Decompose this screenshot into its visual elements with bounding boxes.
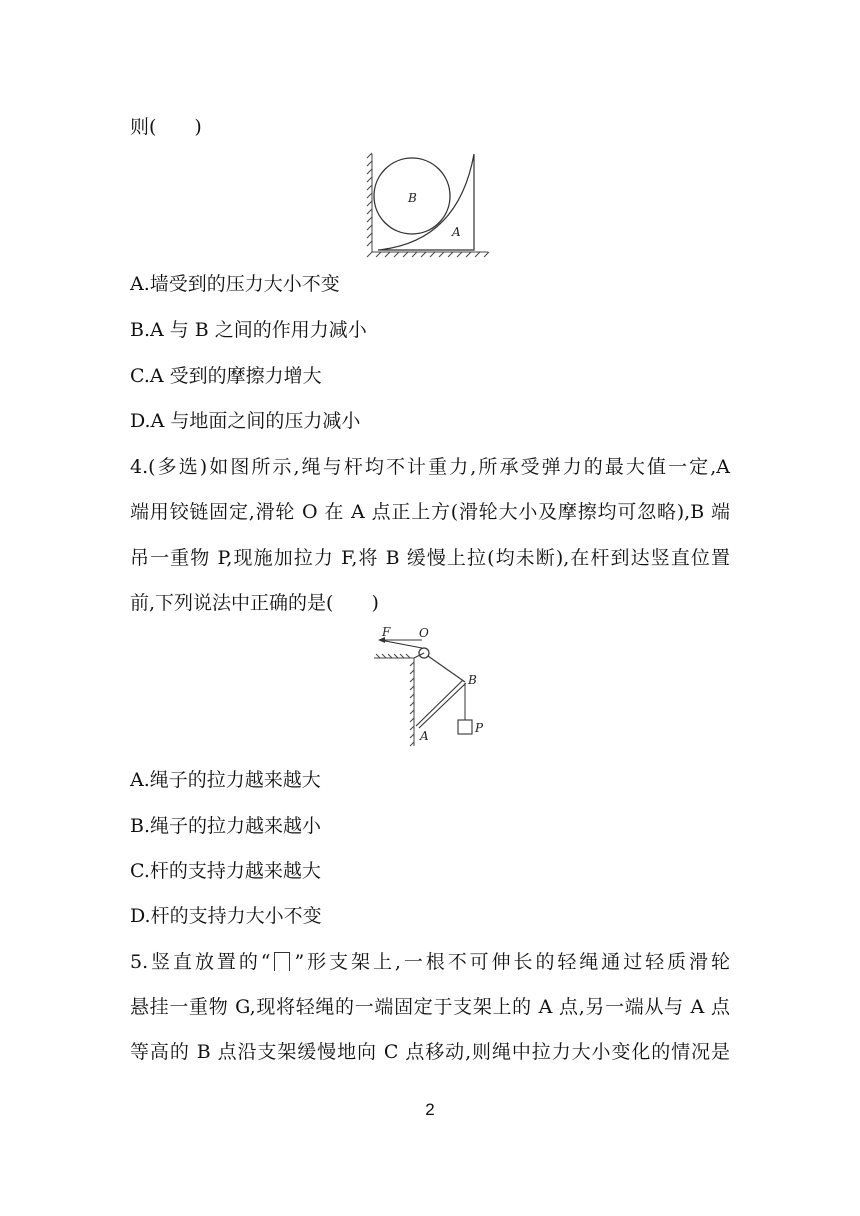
q4-stem-line-4: 前,下列说法中正确的是( ) bbox=[130, 592, 379, 614]
q5-line-1 bbox=[130, 950, 730, 974]
q4-option-d: D.杆的支持力大小不变 bbox=[130, 905, 322, 927]
label-b: B bbox=[408, 191, 417, 205]
q4-option-a: A.绳子的拉力越来越大 bbox=[130, 769, 321, 791]
q5-line-1-post: ”形支架上,一根不可伸长的轻绳通过轻质滑轮 bbox=[294, 951, 731, 973]
q3-answer-bracket: 则( ) bbox=[130, 116, 202, 138]
page-number: 2 bbox=[425, 1100, 435, 1119]
frame-shape-icon bbox=[274, 952, 290, 971]
q5-line-1-pre: 5.竖直放置的“ bbox=[130, 951, 271, 973]
q3-option-b: B.A 与 B 之间的作用力减小 bbox=[130, 319, 367, 341]
q3-option-c: C.A 受到的摩擦力增大 bbox=[130, 365, 322, 387]
label-o: O bbox=[419, 626, 429, 640]
q3-option-d: D.A 与地面之间的压力减小 bbox=[130, 410, 361, 432]
q5-line-2: 悬挂一重物 G,现将轻绳的一端固定于支架上的 A 点,另一端从与 A 点 bbox=[130, 996, 730, 1018]
q4-option-b: B.绳子的拉力越来越小 bbox=[130, 815, 322, 837]
label-a: A bbox=[452, 225, 461, 239]
label-a: A bbox=[420, 729, 429, 743]
figure-pulley-rod bbox=[368, 622, 498, 752]
q4-stem-line-3: 吊一重物 P,现施加拉力 F,将 B 缓慢上拉(均未断),在杆到达竖直位置 bbox=[130, 547, 730, 569]
q3-option-a: A.墙受到的压力大小不变 bbox=[130, 273, 340, 295]
label-f: F bbox=[382, 625, 391, 639]
q4-stem-line-2: 端用铰链固定,滑轮 O 在 A 点正上方(滑轮大小及摩擦均可忽略),B 端 bbox=[130, 501, 730, 523]
q5-line-3: 等高的 B 点沿支架缓慢地向 C 点移动,则绳中拉力大小变化的情况是 bbox=[130, 1041, 730, 1063]
q4-stem-line-1: 4.(多选)如图所示,绳与杆均不计重力,所承受弹力的最大值一定,A bbox=[130, 456, 730, 478]
label-p: P bbox=[475, 721, 484, 735]
label-b: B bbox=[468, 673, 477, 687]
figure-ball-wedge bbox=[364, 150, 492, 260]
q4-option-c: C.杆的支持力越来越大 bbox=[130, 860, 321, 882]
